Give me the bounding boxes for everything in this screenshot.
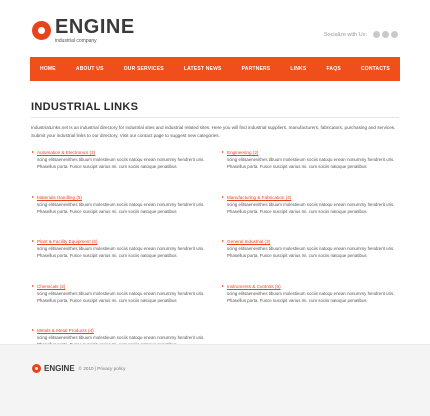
link-item (221, 282, 401, 304)
link-title-text: Instruments & Controls (5) (227, 283, 281, 289)
nav-item-home[interactable]: HOME (40, 66, 56, 72)
logo-text (55, 17, 135, 44)
arrow-right-icon (222, 151, 224, 153)
footer-logo-icon (32, 364, 41, 373)
link-title[interactable] (31, 193, 211, 201)
link-description: scing elitsaenevithes tibuum molestieum sociis natoqu enean nonummy hendrerit uris. Phasellus porta. Fusce suscipit varius mi. cum sociis natoque penatibus (37, 202, 205, 214)
link-description: scing elitsaenevithes tibuum molestieum sociis natoqu enean nonummy hendrerit uris. Phasellus porta. Fusce suscipit varius mi. cum sociis natoque penatibus (227, 157, 395, 169)
social-icon[interactable] (373, 31, 380, 38)
link-item (221, 237, 401, 259)
link-description: scing elitsaenevithes tibuum molestieum sociis natoqu enean nonummy hendrerit uris. Phasellus porta. Fusce suscipit varius mi. cum sociis natoque penatibus (37, 246, 205, 258)
nav-item-contacts[interactable]: CONTACTS (360, 66, 390, 72)
link-title-text: Automation & Electronics (3) (37, 149, 96, 155)
link-title[interactable] (221, 193, 401, 201)
link-item (221, 148, 401, 170)
arrow-right-icon (32, 151, 34, 153)
link-description: scing elitsaenevithes tibuum molestieum sociis natoqu enean nonummy hendrerit uris. Phasellus porta. Fusce suscipit varius mi. cum sociis natoque penatibus (227, 291, 395, 303)
link-item (31, 193, 211, 215)
arrow-right-icon (222, 285, 224, 287)
footer (0, 344, 430, 416)
link-title[interactable] (31, 282, 211, 290)
social-icon[interactable] (391, 31, 398, 38)
link-description: scing elitsaenevithes tibuum molestieum sociis natoqu enean nonummy hendrerit uris. Phasellus porta. Fusce suscipit varius mi. cum sociis natoque penatibus (227, 202, 395, 214)
arrow-right-icon (32, 240, 34, 242)
link-title-text: Engineering (2) (227, 149, 259, 155)
nav-item-faqs[interactable]: FAQS (326, 66, 341, 72)
footer-logo (32, 364, 125, 373)
nav-item-latest-news[interactable]: LATEST NEWS (183, 66, 222, 72)
arrow-right-icon (32, 196, 34, 198)
nav-item-links[interactable]: LINKS (290, 66, 307, 72)
link-title-text: Chemicals (2) (37, 283, 66, 289)
footer-copyright[interactable]: © 2010 | Privacy policy (78, 366, 126, 371)
arrow-right-icon (222, 240, 224, 242)
main-nav (30, 57, 400, 81)
link-title[interactable] (31, 148, 211, 156)
link-title-text: General Industrial (3) (227, 238, 271, 244)
social-bar (324, 31, 398, 38)
arrow-right-icon (32, 329, 34, 331)
link-title[interactable] (221, 237, 401, 245)
nav-item-our-services[interactable]: OUR SERVICES (123, 66, 164, 72)
footer-logo-name[interactable]: ENGINE (44, 364, 75, 373)
link-description: scing elitsaenevithes tibuum molestieum sociis natoqu enean nonummy hendrerit uris. Phasellus porta. Fusce suscipit varius mi. cum sociis natoque penatibus (37, 291, 205, 303)
arrow-right-icon (222, 196, 224, 198)
intro-text: IndustrialLinks.net is an industrial directory for industrial sites and industrial related sites. Here you will find industrial suppliers, manufacturers, fabricators, purchasing and services. Submit your industrial links to our directory. Visit our contact page to suggest new categories. (31, 125, 396, 138)
link-title-text: Metals & Metal Products (4) (37, 327, 94, 333)
link-title[interactable] (221, 282, 401, 290)
link-title-text: Manufacturing & Fabrication (4) (227, 194, 292, 200)
page-title: INDUSTRIAL LINKS (31, 101, 139, 113)
link-description: scing elitsaenevithes tibuum molestieum sociis natoqu enean nonummy hendrerit uris. (37, 335, 205, 340)
social-label: Socialize with Us: (323, 31, 367, 38)
logo[interactable] (32, 17, 135, 44)
link-item (221, 193, 401, 215)
link-title-text: Plant & Facility Equipment (6) (37, 238, 98, 244)
link-item (31, 148, 211, 170)
link-title-text: Materials Handling (5) (37, 194, 82, 200)
link-title[interactable] (31, 237, 211, 245)
social-icon[interactable] (382, 31, 389, 38)
link-title[interactable] (221, 148, 401, 156)
nav-item-partners[interactable]: PARTNERS (241, 66, 271, 72)
logo-tagline: industrial company (55, 38, 97, 44)
logo-icon (32, 21, 51, 40)
link-title[interactable] (31, 326, 211, 334)
link-description: scing elitsaenevithes tibuum molestieum sociis natoqu enean nonummy hendrerit uris. Phasellus porta. Fusce suscipit varius mi. cum sociis natoque penatibus (37, 157, 205, 169)
nav-item-about-us[interactable]: ABOUT US (75, 66, 104, 72)
logo-name: ENGINE (55, 16, 135, 38)
link-item (31, 237, 211, 259)
divider (31, 117, 399, 118)
link-item (31, 282, 211, 304)
arrow-right-icon (32, 285, 34, 287)
link-description: scing elitsaenevithes tibuum molestieum sociis natoqu enean nonummy hendrerit uris. Phasellus porta. Fusce suscipit varius mi. cum sociis natoque penatibus (227, 246, 395, 258)
